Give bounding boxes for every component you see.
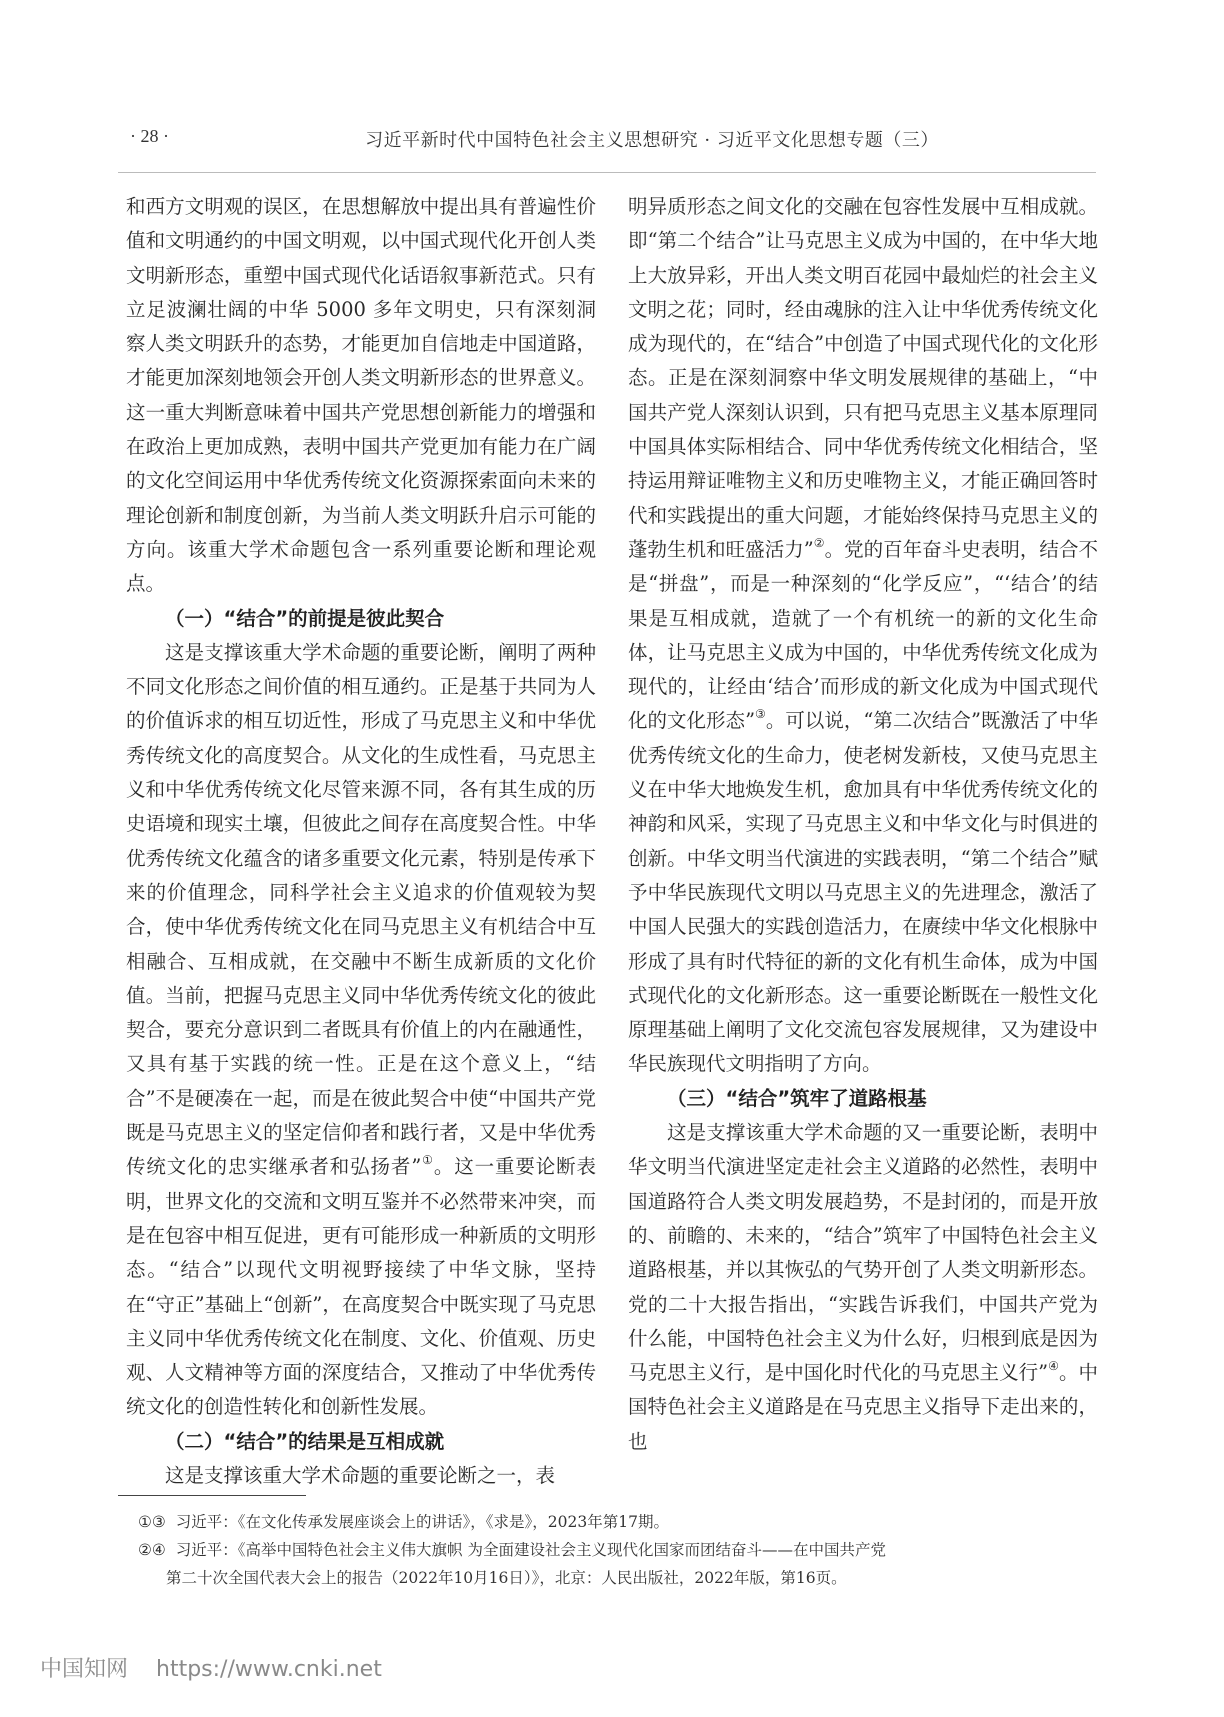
right-column xyxy=(628,190,1098,1459)
footnote-continuation: 第二十次全国代表大会上的报告（2022年10月16日）》，北京：人民出版社，2022年版，第16页。 xyxy=(166,1569,847,1587)
footnote-text: 习近平：《高举中国特色社会主义伟大旗帜 为全面建设社会主义现代化国家而团结奋斗——在中国共产党 xyxy=(175,1541,886,1559)
footnote-rule xyxy=(118,1495,306,1496)
paragraph-text: 这是支撑该重大学术命题的又一重要论断，表明中华文明当代演进坚定走社会主义道路的必然性，表明中国道路符合人类文明发展趋势，不是封闭的，而是开放的、前瞻的、未来的，“结合”筑牢了中国特色社会主义道路根基，并以其恢弘的气势开创了人类文明新形态。党的二十大报告指出，“实践告诉我们，中国共产党为什么能，中国特色社会主义为什么好，归根到底是因为马克思主义行，是中国化时代化的马克思主义行” xyxy=(628,1121,1098,1385)
footnote-marks: ①③ xyxy=(138,1513,166,1531)
footnotes xyxy=(138,1508,1088,1592)
watermark-url[interactable]: https://www.cnki.net xyxy=(156,1657,382,1682)
paragraph-text: 。可以说，“第二次结合”既激活了中华优秀传统文化的生命力，使老树发新枝，又使马克思主义在中华大地焕发生机，愈加具有中华优秀传统文化的神韵和风采，实现了马克思主义和中华文化与时俱进的创新。中华文明当代演进的实践表明，“第二个结合”赋予中华民族现代文明以马克思主义的先进理念，激活了中国人民强大的实践创造活力，在赓续中华文化根脉中形成了具有时代特征的新的文化有机生命体，成为中国式现代化的文化新形态。这一重要论断既在一般性文化原理基础上阐明了文化交流包容发展规律，又为建设中华民族现代文明指明了方向。 xyxy=(628,709,1098,1076)
paragraph xyxy=(628,190,1098,1082)
cnki-watermark xyxy=(40,1652,382,1683)
footnote-ref[interactable]: ① xyxy=(421,1153,434,1168)
paragraph-text: 。党的百年奋斗史表明，结合不是“拼盘”，而是一种深刻的“化学反应”，“‘结合’的结果是互相成就，造就了一个有机统一的新的文化生命体，让马克思主义成为中国的，中华优秀传统文化成为现代的，让经由‘结合’而形成的新文化成为中国式现代化的文化形态” xyxy=(628,537,1098,733)
page-number: · 28 · xyxy=(130,126,169,146)
footnote-ref[interactable]: ② xyxy=(813,535,825,550)
paragraph xyxy=(628,1116,1098,1459)
page-header xyxy=(118,120,1096,160)
footnote xyxy=(138,1536,1088,1592)
section-heading-3: （三）“结合”筑牢了道路根基 xyxy=(667,1086,927,1110)
paragraph-text: 。中国特色社会主义道路是在马克思主义指导下走出来的，也 xyxy=(628,1361,1098,1453)
paragraph xyxy=(126,636,596,1425)
footnote xyxy=(138,1508,1088,1536)
footnote-ref[interactable]: ④ xyxy=(1048,1359,1059,1374)
paragraph-text: 。这一重要论断表明，世界文化的交流和文明互鉴并不必然带来冲突，而是在包容中相互促进，更有可能形成一种新质的文明形态。“结合”以现代文明视野接续了中华文脉，坚持在“守正”基础上“创新”，在高度契合中既实现了马克思主义同中华优秀传统文化在制度、文化、价值观、历史观、人文精神等方面的深度结合，又推动了中华优秀传统文化的创造性转化和创新性发展。 xyxy=(126,1155,596,1419)
watermark-name: 中国知网 xyxy=(40,1657,129,1682)
footnote-ref[interactable]: ③ xyxy=(755,707,766,722)
paragraph: 和西方文明观的误区，在思想解放中提出具有普遍性价值和文明通约的中国文明观，以中国式现代化开创人类文明新形态，重塑中国式现代化话语叙事新范式。只有立足波澜壮阔的中华 5000 多年文明史，只有深刻洞察人类文明跃升的态势，才能更加自信地走中国道路，才能更加深刻地领会开创人类文明新形态的世界意义。这一重大判断意味着中国共产党思想创新能力的增强和在政治上更加成熟，表明中国共产党更加有能力在广阔的文化空间运用中华优秀传统文化资源探索面向未来的理论创新和制度创新，为当前人类文明跃升启示可能的方向。该重大学术命题包含一系列重要论断和理论观点。 xyxy=(126,195,596,596)
running-title: 习近平新时代中国特色社会主义思想研究 · 习近平文化思想专题（三） xyxy=(365,130,939,151)
section-heading-1: （一）“结合”的前提是彼此契合 xyxy=(165,606,445,630)
header-rule xyxy=(118,172,1096,173)
left-column xyxy=(126,190,596,1493)
paragraph-text: 明异质形态之间文化的交融在包容性发展中互相成就。即“第二个结合”让马克思主义成为中国的，在中华大地上大放异彩，开出人类文明百花园中最灿烂的社会主义文明之花；同时，经由魂脉的注入让中华优秀传统文化成为现代的，在“结合”中创造了中国式现代化的文化形态。正是在深刻洞察中华文明发展规律的基础上，“中国共产党人深刻认识到，只有把马克思主义基本原理同中国具体实际相结合、同中华优秀传统文化相结合，坚持运用辩证唯物主义和历史唯物主义，才能正确回答时代和实践提出的重大问题，才能始终保持马克思主义的蓬勃生机和旺盛活力” xyxy=(628,195,1098,561)
footnote-marks: ②④ xyxy=(138,1541,166,1559)
footnote-text: 习近平：《在文化传承发展座谈会上的讲话》，《求是》，2023年第17期。 xyxy=(175,1513,669,1531)
paragraph: 这是支撑该重大学术命题的重要论断之一，表 xyxy=(165,1463,556,1487)
paragraph-text: 这是支撑该重大学术命题的重要论断，阐明了两种不同文化形态之间价值的相互通约。正是基于共同为人的价值诉求的相互切近性，形成了马克思主义和中华优秀传统文化的高度契合。从文化的生成性看，马克思主义和中华优秀传统文化尽管来源不同，各有其生成的历史语境和现实土壤，但彼此之间存在高度契合性。中华优秀传统文化蕴含的诸多重要文化元素，特别是传承下来的价值理念，同科学社会主义追求的价值观较为契合，使中华优秀传统文化在同马克思主义有机结合中互相融合、互相成就，在交融中不断生成新质的文化价值。当前，把握马克思主义同中华优秀传统文化的彼此契合，要充分意识到二者既具有价值上的内在融通性，又具有基于实践的统一性。正是在这个意义上，“结合”不是硬凑在一起，而是在彼此契合中使“中国共产党既是马克思主义的坚定信仰者和践行者，又是中华优秀传统文化的忠实继承者和弘扬者” xyxy=(126,640,596,1179)
section-heading-2: （二）“结合”的结果是互相成就 xyxy=(165,1429,445,1453)
